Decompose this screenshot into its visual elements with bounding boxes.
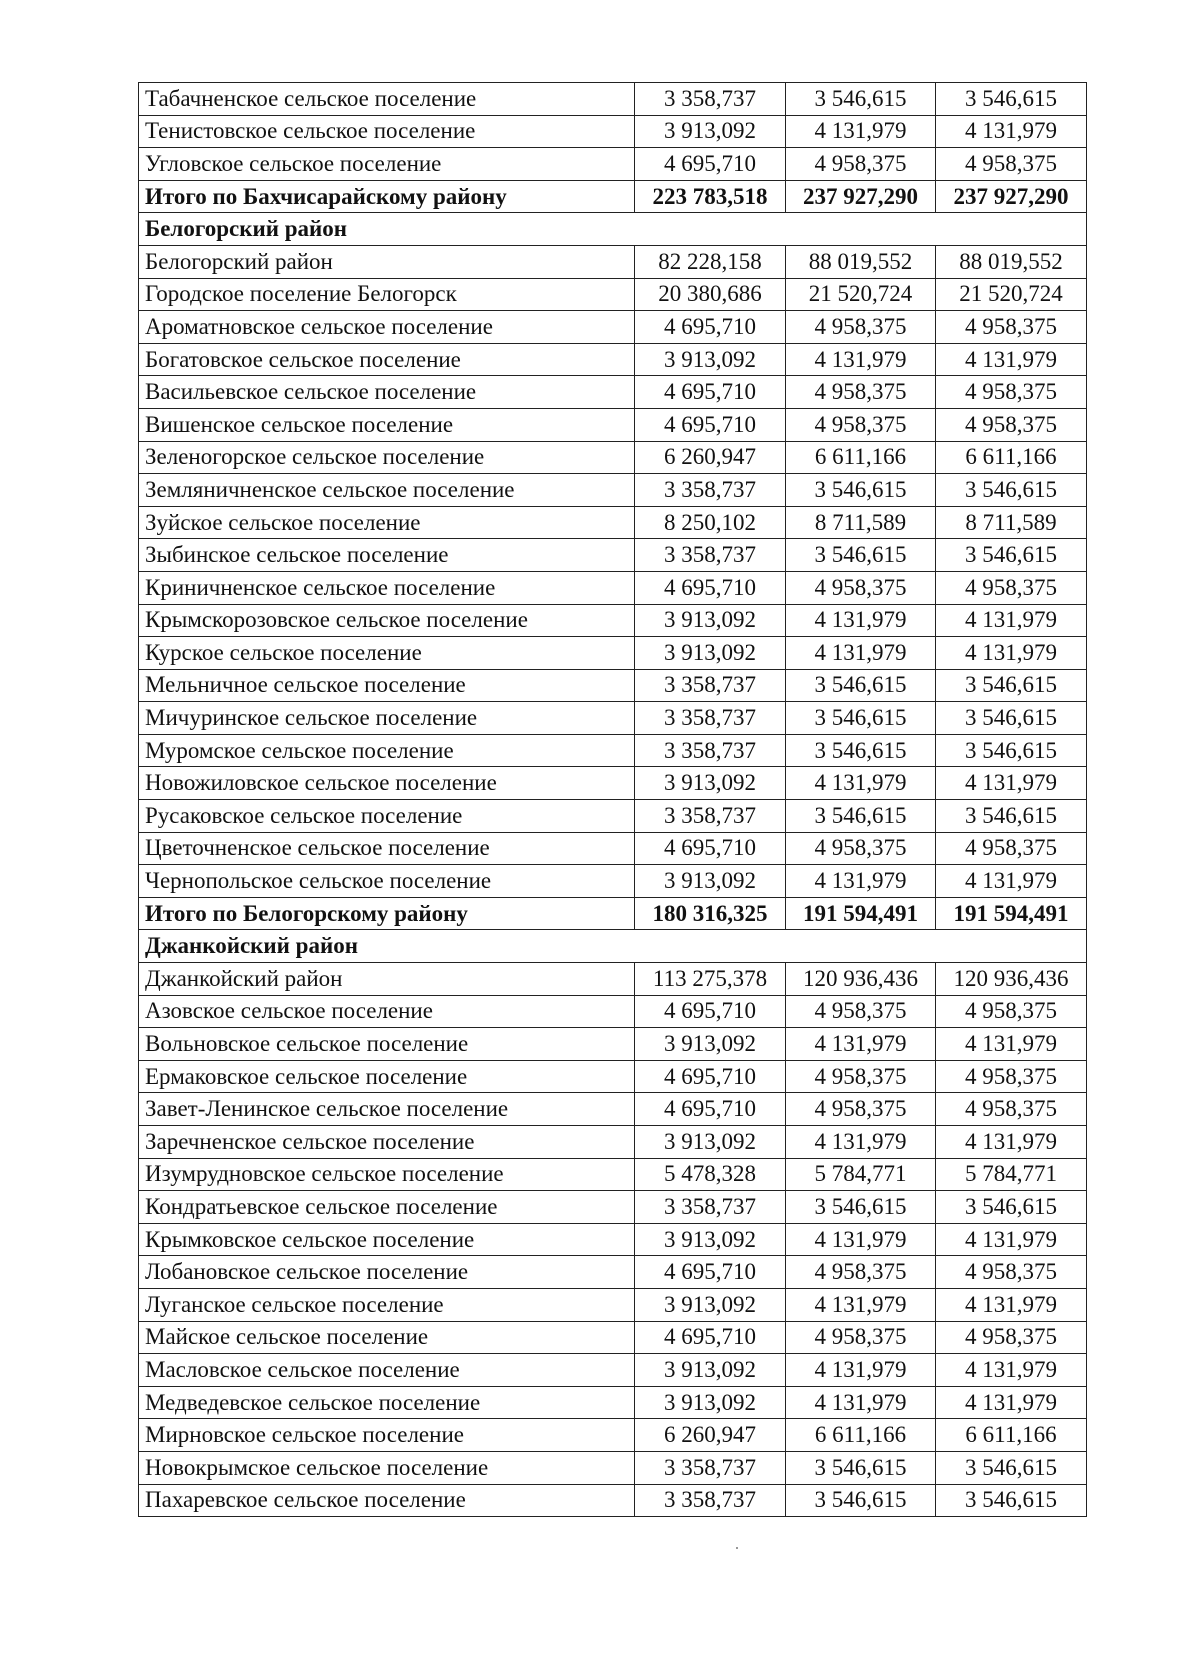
amount-year-3-cell: 4 131,979: [936, 1028, 1087, 1061]
table-row: [139, 376, 1087, 409]
amount-year-2-cell: 3 546,615: [786, 83, 936, 116]
amount-year-2-cell: 3 546,615: [786, 539, 936, 572]
table-row: [139, 1191, 1087, 1224]
settlement-name-cell: Изумрудновское сельское поселение: [139, 1158, 635, 1191]
amount-year-3-cell: 3 546,615: [936, 83, 1087, 116]
table-row: [139, 1158, 1087, 1191]
table-row: [139, 474, 1087, 507]
scan-dot: [736, 1547, 738, 1549]
amount-year-1-cell: 4 695,710: [635, 408, 786, 441]
amount-year-3-cell: 3 546,615: [936, 1451, 1087, 1484]
amount-year-3-cell: 4 958,375: [936, 376, 1087, 409]
settlement-name-cell: Русаковское сельское поселение: [139, 800, 635, 833]
settlement-name-cell: Масловское сельское поселение: [139, 1354, 635, 1387]
amount-year-3-cell: 6 611,166: [936, 1419, 1087, 1452]
amount-year-1-cell: 3 358,737: [635, 669, 786, 702]
amount-year-1-cell: 20 380,686: [635, 278, 786, 311]
amount-year-1-cell: 3 358,737: [635, 800, 786, 833]
settlement-name-cell: Итого по Белогорскому району: [139, 897, 635, 930]
amount-year-2-cell: 4 958,375: [786, 1093, 936, 1126]
amount-year-2-cell: 6 611,166: [786, 1419, 936, 1452]
settlement-name-cell: Итого по Бахчисарайскому району: [139, 180, 635, 213]
amount-year-3-cell: 4 131,979: [936, 637, 1087, 670]
amount-year-1-cell: 6 260,947: [635, 1419, 786, 1452]
amount-year-2-cell: 3 546,615: [786, 669, 936, 702]
table-row: [139, 278, 1087, 311]
table-row: [139, 1386, 1087, 1419]
amount-year-2-cell: 3 546,615: [786, 702, 936, 735]
settlement-name-cell: Джанкойский район: [139, 963, 635, 996]
amount-year-2-cell: 4 958,375: [786, 571, 936, 604]
amount-year-2-cell: 237 927,290: [786, 180, 936, 213]
amount-year-3-cell: 8 711,589: [936, 506, 1087, 539]
settlement-name-cell: Заречненское сельское поселение: [139, 1126, 635, 1159]
amount-year-3-cell: 3 546,615: [936, 702, 1087, 735]
amount-year-2-cell: 4 131,979: [786, 1126, 936, 1159]
table-row: [139, 1484, 1087, 1517]
amount-year-3-cell: 3 546,615: [936, 474, 1087, 507]
amount-year-3-cell: 88 019,552: [936, 245, 1087, 278]
amount-year-3-cell: 4 958,375: [936, 1256, 1087, 1289]
amount-year-1-cell: 3 913,092: [635, 1386, 786, 1419]
amount-year-1-cell: 4 695,710: [635, 832, 786, 865]
amount-year-3-cell: 3 546,615: [936, 539, 1087, 572]
settlement-name-cell: Медведевское сельское поселение: [139, 1386, 635, 1419]
table-row: [139, 1093, 1087, 1126]
amount-year-2-cell: 5 784,771: [786, 1158, 936, 1191]
amount-year-3-cell: 21 520,724: [936, 278, 1087, 311]
amount-year-1-cell: 3 913,092: [635, 1028, 786, 1061]
amount-year-1-cell: 82 228,158: [635, 245, 786, 278]
amount-year-2-cell: 4 958,375: [786, 995, 936, 1028]
table-row: [139, 604, 1087, 637]
amount-year-2-cell: 4 958,375: [786, 1060, 936, 1093]
settlement-name-cell: Крымковское сельское поселение: [139, 1223, 635, 1256]
amount-year-2-cell: 88 019,552: [786, 245, 936, 278]
settlement-name-cell: Ароматновское сельское поселение: [139, 311, 635, 344]
section-header-row: [139, 930, 1087, 963]
amount-year-1-cell: 4 695,710: [635, 148, 786, 181]
table-row: [139, 115, 1087, 148]
settlement-name-cell: Чернопольское сельское поселение: [139, 865, 635, 898]
settlement-name-cell: Новожиловское сельское поселение: [139, 767, 635, 800]
amount-year-3-cell: 4 958,375: [936, 311, 1087, 344]
amount-year-3-cell: 120 936,436: [936, 963, 1087, 996]
amount-year-3-cell: 4 958,375: [936, 408, 1087, 441]
amount-year-3-cell: 4 958,375: [936, 995, 1087, 1028]
amount-year-1-cell: 3 913,092: [635, 115, 786, 148]
amount-year-3-cell: 4 131,979: [936, 115, 1087, 148]
amount-year-2-cell: 4 131,979: [786, 1288, 936, 1321]
amount-year-3-cell: 4 131,979: [936, 865, 1087, 898]
amount-year-1-cell: 4 695,710: [635, 571, 786, 604]
settlement-name-cell: Зыбинское сельское поселение: [139, 539, 635, 572]
amount-year-2-cell: 4 131,979: [786, 1028, 936, 1061]
table-row: [139, 865, 1087, 898]
table-row: [139, 1028, 1087, 1061]
section-title: Джанкойский район: [139, 930, 1087, 963]
settlement-name-cell: Крымскорозовское сельское поселение: [139, 604, 635, 637]
table-row: [139, 637, 1087, 670]
table-row: [139, 1256, 1087, 1289]
amount-year-2-cell: 4 958,375: [786, 376, 936, 409]
settlement-name-cell: Мирновское сельское поселение: [139, 1419, 635, 1452]
table-row: [139, 734, 1087, 767]
amount-year-1-cell: 4 695,710: [635, 1256, 786, 1289]
table-row: [139, 441, 1087, 474]
table-row: [139, 832, 1087, 865]
amount-year-3-cell: 4 131,979: [936, 767, 1087, 800]
amount-year-1-cell: 3 358,737: [635, 1484, 786, 1517]
amount-year-3-cell: 4 131,979: [936, 1126, 1087, 1159]
amount-year-3-cell: 4 131,979: [936, 1223, 1087, 1256]
table-row: [139, 767, 1087, 800]
amount-year-3-cell: 4 958,375: [936, 832, 1087, 865]
amount-year-1-cell: 4 695,710: [635, 311, 786, 344]
settlement-name-cell: Курское сельское поселение: [139, 637, 635, 670]
amount-year-3-cell: 4 958,375: [936, 1093, 1087, 1126]
settlement-name-cell: Богатовское сельское поселение: [139, 343, 635, 376]
amount-year-1-cell: 6 260,947: [635, 441, 786, 474]
amount-year-1-cell: 4 695,710: [635, 376, 786, 409]
table-row: [139, 1321, 1087, 1354]
amount-year-1-cell: 5 478,328: [635, 1158, 786, 1191]
amount-year-1-cell: 4 695,710: [635, 1321, 786, 1354]
settlement-name-cell: Ермаковское сельское поселение: [139, 1060, 635, 1093]
amount-year-2-cell: 4 131,979: [786, 865, 936, 898]
table-row: [139, 1451, 1087, 1484]
amount-year-3-cell: 3 546,615: [936, 734, 1087, 767]
amount-year-3-cell: 6 611,166: [936, 441, 1087, 474]
amount-year-2-cell: 4 958,375: [786, 1321, 936, 1354]
settlement-name-cell: Белогорский район: [139, 245, 635, 278]
amount-year-3-cell: 4 958,375: [936, 1060, 1087, 1093]
settlement-name-cell: Мельничное сельское поселение: [139, 669, 635, 702]
amount-year-2-cell: 4 958,375: [786, 311, 936, 344]
table-row: [139, 148, 1087, 181]
table-row: [139, 311, 1087, 344]
amount-year-1-cell: 3 913,092: [635, 637, 786, 670]
amount-year-2-cell: 4 958,375: [786, 832, 936, 865]
amount-year-2-cell: 4 131,979: [786, 1354, 936, 1387]
amount-year-1-cell: 3 913,092: [635, 1126, 786, 1159]
settlement-name-cell: Пахаревское сельское поселение: [139, 1484, 635, 1517]
amount-year-1-cell: 3 913,092: [635, 1288, 786, 1321]
table-row: [139, 408, 1087, 441]
table-row: [139, 800, 1087, 833]
amount-year-3-cell: 5 784,771: [936, 1158, 1087, 1191]
amount-year-1-cell: 3 358,737: [635, 539, 786, 572]
amount-year-1-cell: 4 695,710: [635, 995, 786, 1028]
amount-year-3-cell: 4 131,979: [936, 343, 1087, 376]
table-row: [139, 995, 1087, 1028]
amount-year-1-cell: 3 913,092: [635, 604, 786, 637]
amount-year-2-cell: 4 958,375: [786, 148, 936, 181]
table-row: [139, 1060, 1087, 1093]
amount-year-2-cell: 6 611,166: [786, 441, 936, 474]
table-row: [139, 539, 1087, 572]
table-row: [139, 1223, 1087, 1256]
amount-year-1-cell: 4 695,710: [635, 1093, 786, 1126]
total-row: [139, 180, 1087, 213]
settlement-name-cell: Тенистовское сельское поселение: [139, 115, 635, 148]
settlement-name-cell: Васильевское сельское поселение: [139, 376, 635, 409]
amount-year-2-cell: 3 546,615: [786, 734, 936, 767]
settlement-name-cell: Майское сельское поселение: [139, 1321, 635, 1354]
budget-table: [138, 82, 1087, 1517]
amount-year-2-cell: 4 131,979: [786, 115, 936, 148]
amount-year-2-cell: 4 958,375: [786, 1256, 936, 1289]
amount-year-2-cell: 3 546,615: [786, 800, 936, 833]
table-row: [139, 506, 1087, 539]
settlement-name-cell: Цветочненское сельское поселение: [139, 832, 635, 865]
amount-year-2-cell: 3 546,615: [786, 1484, 936, 1517]
settlement-name-cell: Лобановское сельское поселение: [139, 1256, 635, 1289]
amount-year-1-cell: 3 358,737: [635, 702, 786, 735]
amount-year-1-cell: 3 913,092: [635, 1223, 786, 1256]
amount-year-3-cell: 3 546,615: [936, 800, 1087, 833]
amount-year-3-cell: 3 546,615: [936, 1484, 1087, 1517]
table-row: [139, 702, 1087, 735]
amount-year-3-cell: 4 958,375: [936, 148, 1087, 181]
amount-year-3-cell: 4 958,375: [936, 1321, 1087, 1354]
amount-year-2-cell: 3 546,615: [786, 1191, 936, 1224]
amount-year-3-cell: 4 131,979: [936, 1288, 1087, 1321]
amount-year-1-cell: 3 358,737: [635, 474, 786, 507]
total-row: [139, 897, 1087, 930]
settlement-name-cell: Вишенское сельское поселение: [139, 408, 635, 441]
settlement-name-cell: Городское поселение Белогорск: [139, 278, 635, 311]
amount-year-1-cell: 4 695,710: [635, 1060, 786, 1093]
settlement-name-cell: Криничненское сельское поселение: [139, 571, 635, 604]
settlement-name-cell: Табачненское сельское поселение: [139, 83, 635, 116]
settlement-name-cell: Мичуринское сельское поселение: [139, 702, 635, 735]
amount-year-1-cell: 3 358,737: [635, 1191, 786, 1224]
table-row: [139, 1288, 1087, 1321]
settlement-name-cell: Вольновское сельское поселение: [139, 1028, 635, 1061]
amount-year-2-cell: 8 711,589: [786, 506, 936, 539]
amount-year-1-cell: 3 358,737: [635, 1451, 786, 1484]
amount-year-1-cell: 113 275,378: [635, 963, 786, 996]
settlement-name-cell: Луганское сельское поселение: [139, 1288, 635, 1321]
amount-year-2-cell: 21 520,724: [786, 278, 936, 311]
amount-year-1-cell: 223 783,518: [635, 180, 786, 213]
amount-year-1-cell: 8 250,102: [635, 506, 786, 539]
amount-year-2-cell: 4 131,979: [786, 637, 936, 670]
amount-year-1-cell: 3 913,092: [635, 865, 786, 898]
amount-year-3-cell: 3 546,615: [936, 1191, 1087, 1224]
table-row: [139, 571, 1087, 604]
amount-year-2-cell: 191 594,491: [786, 897, 936, 930]
table-row: [139, 1354, 1087, 1387]
table-row: [139, 245, 1087, 278]
amount-year-2-cell: 4 131,979: [786, 604, 936, 637]
table-row: [139, 1126, 1087, 1159]
amount-year-2-cell: 4 131,979: [786, 1223, 936, 1256]
settlement-name-cell: Новокрымское сельское поселение: [139, 1451, 635, 1484]
table-row: [139, 669, 1087, 702]
table-row: [139, 343, 1087, 376]
section-header-row: [139, 213, 1087, 246]
amount-year-2-cell: 3 546,615: [786, 1451, 936, 1484]
table-row: [139, 963, 1087, 996]
settlement-name-cell: Зеленогорское сельское поселение: [139, 441, 635, 474]
amount-year-1-cell: 180 316,325: [635, 897, 786, 930]
settlement-name-cell: Земляничненское сельское поселение: [139, 474, 635, 507]
amount-year-3-cell: 237 927,290: [936, 180, 1087, 213]
settlement-name-cell: Зуйское сельское поселение: [139, 506, 635, 539]
settlement-name-cell: Муромское сельское поселение: [139, 734, 635, 767]
amount-year-2-cell: 120 936,436: [786, 963, 936, 996]
settlement-name-cell: Угловское сельское поселение: [139, 148, 635, 181]
settlement-name-cell: Азовское сельское поселение: [139, 995, 635, 1028]
budget-table-body: [139, 83, 1087, 1517]
amount-year-3-cell: 4 131,979: [936, 604, 1087, 637]
amount-year-2-cell: 4 958,375: [786, 408, 936, 441]
amount-year-2-cell: 4 131,979: [786, 1386, 936, 1419]
amount-year-3-cell: 4 131,979: [936, 1386, 1087, 1419]
table-row: [139, 83, 1087, 116]
amount-year-2-cell: 3 546,615: [786, 474, 936, 507]
settlement-name-cell: Завет-Ленинское сельское поселение: [139, 1093, 635, 1126]
amount-year-1-cell: 3 913,092: [635, 1354, 786, 1387]
amount-year-3-cell: 191 594,491: [936, 897, 1087, 930]
amount-year-1-cell: 3 358,737: [635, 734, 786, 767]
settlement-name-cell: Кондратьевское сельское поселение: [139, 1191, 635, 1224]
amount-year-1-cell: 3 913,092: [635, 343, 786, 376]
section-title: Белогорский район: [139, 213, 1087, 246]
amount-year-1-cell: 3 913,092: [635, 767, 786, 800]
amount-year-3-cell: 3 546,615: [936, 669, 1087, 702]
amount-year-3-cell: 4 131,979: [936, 1354, 1087, 1387]
amount-year-2-cell: 4 131,979: [786, 343, 936, 376]
amount-year-3-cell: 4 958,375: [936, 571, 1087, 604]
amount-year-2-cell: 4 131,979: [786, 767, 936, 800]
table-row: [139, 1419, 1087, 1452]
amount-year-1-cell: 3 358,737: [635, 83, 786, 116]
